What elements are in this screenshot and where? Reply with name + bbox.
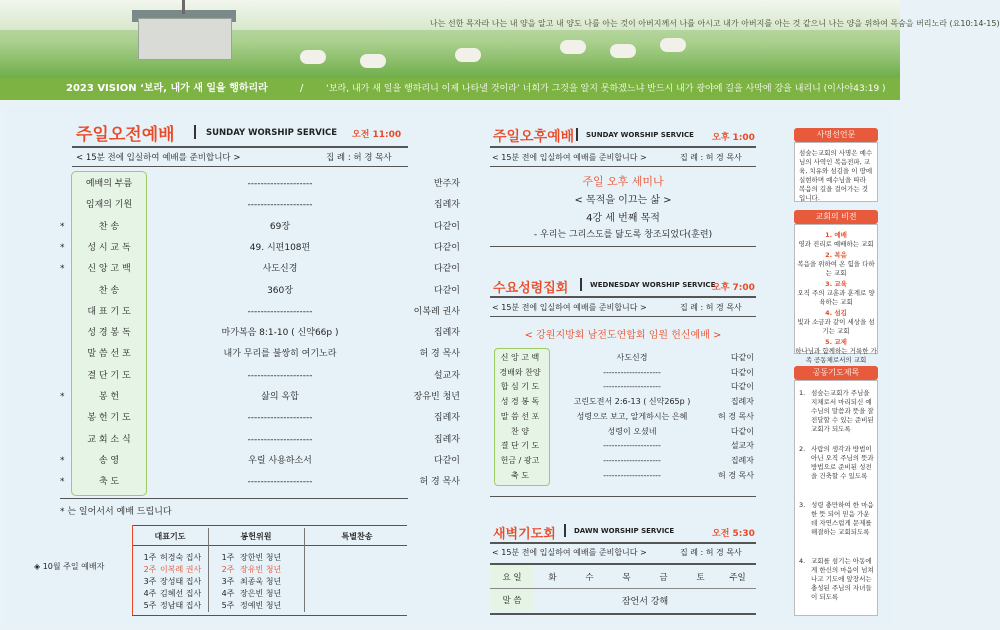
wed-time: 오후 7:00 [712, 283, 755, 293]
pm-notice: < 15분 전에 입실하여 예배를 준비합니다 > [492, 153, 647, 162]
wed-order-row [494, 409, 756, 424]
standing-mark: * [60, 242, 65, 253]
offering-cell: 최종욱 청년 [240, 577, 282, 586]
am-order-content: -------------------- [247, 370, 313, 381]
dawn-notice: < 15분 전에 입실하여 예배를 준비합니다 > [492, 548, 647, 557]
wed-order-content: -------------------- [603, 382, 661, 392]
dawn-time: 오전 5:30 [712, 529, 755, 539]
vision-head: 3. 교육 [825, 280, 847, 288]
wed-order-item: 말 씀 선 포 [500, 411, 540, 421]
title-separator [576, 128, 578, 141]
sheep-icon [610, 44, 636, 58]
wed-order-person: 허 경 목사 [718, 411, 754, 421]
standing-mark: * [60, 221, 65, 232]
vision-body: 하나님과 함께하는 거룩한 가족 공동체로서의 교회 [795, 347, 877, 364]
am-order-item: 신 앙 고 백 [87, 264, 131, 275]
wed-order-row [494, 453, 756, 468]
wed-order-content: 사도신경 [616, 353, 648, 362]
cross-icon [182, 0, 185, 14]
vision-body: 복음을 위하여 온 힘을 다하는 교회 [797, 260, 875, 277]
vision-head: 1. 예배 [825, 231, 847, 239]
wed-special: < 강원지방회 남전도연합회 임원 헌신예배 > [524, 330, 722, 341]
divider [490, 496, 756, 497]
am-time: 오전 11:00 [352, 130, 402, 140]
prayer-number: 2. [799, 445, 806, 453]
am-order-content: 우릴 사용하소서 [248, 455, 312, 466]
vision-head: 2. 복음 [825, 251, 847, 259]
divider [60, 498, 408, 499]
standing-mark: * [60, 392, 65, 402]
prayer-title: 공동기도제목 [794, 366, 878, 380]
pm-leader: 집 례 : 허 경 목사 [680, 153, 742, 162]
dawn-leader: 집 례 : 허 경 목사 [680, 548, 742, 557]
am-order-person: 다같이 [433, 242, 460, 253]
divider [490, 316, 756, 317]
vision-title: 2023 VISION ‘보라, 내가 새 일을 행하리라 [66, 83, 268, 94]
am-order-person: 허 경 목사 [419, 477, 460, 488]
prayer-box [794, 380, 878, 616]
pm-title: 주일오후예배 [493, 129, 575, 145]
title-separator [564, 524, 566, 537]
am-order-person: 다같이 [433, 221, 460, 232]
am-order-item: 결 단 기 도 [87, 370, 131, 381]
prayer-cell: 1주 [143, 553, 157, 562]
dawn-day: 화 [548, 573, 557, 583]
sheep-icon [300, 50, 326, 64]
am-order-person: 집례자 [433, 200, 460, 211]
am-order-item: 찬 송 [98, 285, 120, 296]
divider [132, 545, 407, 546]
prayer-cell: 정남태 집사 [160, 601, 202, 610]
am-order-content: -------------------- [247, 434, 313, 445]
vision-box [794, 224, 878, 364]
prayer-names [160, 552, 210, 612]
wed-order-content: -------------------- [603, 470, 661, 480]
standing-mark: * [60, 264, 65, 275]
dawn-table [490, 563, 756, 615]
offering-cell: 3주 [221, 577, 235, 586]
wed-order-row [494, 394, 756, 409]
wed-order-person: 다같이 [730, 382, 754, 392]
divider [490, 146, 756, 148]
am-order-content: 360장 [267, 285, 293, 296]
wed-order-person: 집례자 [730, 397, 754, 407]
am-order-content: -------------------- [247, 179, 313, 189]
servants-label: ◈ 10월 주일 예배자 [34, 562, 105, 571]
prayer-cell: 허경숙 집사 [160, 553, 202, 562]
prayer-cell: 5주 [143, 601, 157, 610]
am-order-person: 집례자 [433, 413, 460, 424]
dawn-day: 금 [659, 573, 668, 583]
pm-lesson: 4강 세 번째 목적 [586, 213, 660, 224]
am-order-person: 다같이 [433, 285, 460, 296]
vision-verse: ‘보라, 내가 새 일을 행하리니 이제 나타낼 것이라’ 너희가 그것을 알지 못하겠느냐 반드시 내가 광야에 길을 사막에 강을 내리니 (이사야43:19 ) [326, 84, 886, 94]
prayer-text: 교회를 섬기는 아동에게 한신의 마음이 넘쳐나고 기도에 앞장서는 충성된 주님의 자녀들이 되도록 [811, 557, 874, 601]
prayer-cell: 김혜선 집사 [160, 589, 202, 598]
am-order-person: 다같이 [433, 455, 460, 466]
am-order-person: 이복례 권사 [413, 306, 460, 317]
wed-order-content: 성령으로 보고, 알게하시는 은혜 [576, 411, 688, 421]
prayer-number: 3. [799, 501, 806, 509]
offering-cell: 장은빈 청년 [240, 589, 282, 598]
pm-seminar-sub: < 목적을 이끄는 삶 > [574, 195, 672, 206]
wed-order-item: 결 단 기 도 [500, 441, 540, 451]
vision-head: 5. 교제 [825, 338, 847, 346]
prayer-cell: 3주 [143, 577, 157, 586]
am-order-person: 집례자 [433, 434, 460, 445]
title-separator [580, 278, 582, 291]
offering-cell: 2주 [221, 565, 235, 574]
prayer-text: 사람의 생각과 방법이 아닌 오직 주님의 뜻과 방법으로 준비된 성전을 건축할 수 있도록 [811, 445, 874, 480]
prayer-cell: 2주 [143, 565, 157, 574]
am-order-item: 봉 헌 [98, 392, 120, 402]
am-order-item: 축 도 [98, 477, 120, 488]
am-order-item: 임재의 기원 [85, 200, 133, 211]
wed-order-item: 헌금 / 광고 [500, 455, 540, 465]
divider [490, 246, 756, 247]
prayer-cell: 장성태 집사 [160, 577, 202, 586]
am-order-person: 설교자 [433, 370, 460, 381]
prayer-number: 1. [799, 389, 806, 397]
vision-bar [0, 78, 900, 100]
am-order-item: 대 표 기 도 [87, 306, 131, 317]
offering-cell: 1주 [221, 553, 235, 562]
prayer-number: 4. [799, 557, 806, 565]
sheep-icon [455, 48, 481, 62]
wed-order-content: -------------------- [603, 441, 661, 451]
divider [132, 615, 407, 616]
wed-order-content: -------------------- [603, 455, 661, 465]
am-order-content: 내가 무리를 불쌍히 여기노라 [223, 349, 337, 360]
table-border [132, 525, 133, 615]
pm-subtitle: SUNDAY WORSHIP SERVICE [586, 131, 694, 139]
pm-seminar: 주일 오후 세미나 [582, 175, 664, 188]
wed-order-item: 합 심 기 도 [500, 382, 540, 392]
table-border [304, 528, 305, 612]
wed-title: 수요성령집회 [493, 281, 569, 296]
am-order-content: 49. 시편108편 [249, 242, 311, 253]
wed-order-row [494, 424, 756, 439]
am-order-content: -------------------- [247, 306, 313, 317]
am-order-item: 말 씀 선 포 [87, 349, 131, 360]
dawn-day: 수 [585, 573, 594, 583]
wed-order-item: 찬 양 [511, 426, 529, 436]
servants-header: 특별찬송 [341, 532, 373, 541]
offering-names [240, 552, 302, 612]
wed-order-person: 다같이 [730, 367, 754, 377]
dawn-row-divider [490, 588, 756, 589]
wed-order-content: 성령이 오셨네 [607, 426, 657, 436]
am-order-item: 성 경 봉 독 [87, 328, 131, 339]
dawn-day: 목 [622, 573, 631, 583]
offering-cell: 5주 [221, 601, 235, 610]
prayer-text: 성령 충만하여 한 마음 한 뜻 되어 믿음 가운데 자연스럽게 문제를 해결하는 교회되도록 [811, 501, 874, 536]
servants-header: 봉헌위원 [240, 532, 272, 541]
wed-order-item: 경배와 찬양 [499, 367, 541, 377]
mission-text: 섬숲는교회의 사명은 예수님의 사역인 복음전파, 교육, 치유와 섬김을 이 땅에 실현하며 예수님을 따라 복음의 길을 걸어가는 것입니다. [799, 149, 873, 202]
am-order-item: 봉 헌 기 도 [87, 413, 131, 424]
am-order-item: 교 회 소 식 [87, 434, 131, 445]
wed-order-person: 설교자 [730, 441, 754, 451]
am-order-content: 삶의 옥합 [261, 392, 299, 402]
am-leader: 집 례 : 허 경 목사 [326, 153, 392, 163]
am-order-person: 허 경 목사 [419, 349, 460, 360]
am-order-content: -------------------- [247, 413, 313, 424]
am-order-item: 예배의 부름 [85, 179, 133, 189]
wed-order-person: 허 경 목사 [718, 470, 754, 480]
am-order-person: 집례자 [433, 328, 460, 339]
servants-header: 대표기도 [154, 532, 186, 541]
prayer-cell: 이복례 권사 [160, 565, 202, 574]
wed-order-item: 신 앙 고 백 [500, 353, 540, 362]
divider [132, 525, 407, 526]
mission-title: 사명선언문 [794, 128, 878, 142]
offering-cell: 장한빈 청년 [240, 553, 282, 562]
vision-head: 4. 섬김 [825, 309, 847, 317]
vision-separator: / [300, 83, 304, 94]
prayer-weeks [140, 552, 160, 612]
church-building [138, 18, 232, 60]
vision-title: 교회의 비전 [794, 210, 878, 224]
am-notice: < 15분 전에 입실하여 예배를 준비합니다 > [76, 153, 241, 163]
offering-cell: 4주 [221, 589, 235, 598]
wed-order-person: 다같이 [730, 426, 754, 436]
offering-cell: 장유빈 청년 [240, 565, 282, 574]
standing-mark: * [60, 455, 65, 466]
am-subtitle: SUNDAY WORSHIP SERVICE [206, 128, 338, 138]
divider [490, 296, 756, 298]
wed-subtitle: WEDNESDAY WORSHIP SERVICE [590, 281, 716, 289]
wed-order-content: -------------------- [603, 367, 661, 377]
am-order-content: 69장 [269, 221, 291, 232]
pm-lesson-sub: - 우리는 그리스도를 닮도록 창조되었다(훈련) [533, 230, 713, 240]
am-order-person: 장유빈 청년 [413, 392, 460, 402]
dawn-word-label: 말 씀 [502, 596, 522, 606]
am-order-item: 성 시 교 독 [87, 242, 131, 253]
wed-order-item: 성 경 봉 독 [500, 397, 540, 407]
divider [490, 542, 756, 544]
dawn-day: 토 [696, 573, 705, 583]
wed-leader: 집 례 : 허 경 목사 [680, 303, 742, 312]
wed-order-row [494, 468, 756, 483]
vision-body: 영과 진리로 예배하는 교회 [798, 240, 874, 248]
header-verse: 나는 선한 목자라 나는 내 양을 알고 내 양도 나를 아는 것이 아버지께서 나를 아시고 내가 아버지를 아는 것 같으니 나는 양을 위하여 목숨을 버리노라 (요10:14-15) [430, 19, 1000, 28]
am-order-item: 찬 송 [98, 221, 120, 232]
wed-order-content: 고린도전서 2:6-13 ( 신약265p ) [573, 397, 691, 407]
header-photo [0, 0, 1000, 78]
am-title: 주일오전예배 [76, 125, 175, 145]
wed-order-item: 축 도 [511, 470, 529, 480]
divider [490, 166, 756, 167]
wed-order-row [494, 379, 756, 394]
dawn-subtitle: DAWN WORSHIP SERVICE [574, 527, 675, 535]
sheep-icon [660, 38, 686, 52]
title-separator [194, 125, 196, 139]
dawn-day-label: 요 일 [502, 573, 522, 583]
mission-box [794, 142, 878, 202]
wed-order-row [494, 350, 756, 365]
dawn-day: 주일 [729, 573, 746, 583]
am-order-person: 반주자 [433, 179, 460, 189]
am-order-row [60, 470, 460, 494]
am-order-item: 송 영 [98, 455, 120, 466]
divider [72, 166, 408, 167]
standing-mark: * [60, 477, 65, 488]
prayer-text: 섬숲는교회가 주님을 지체로서 마리되신 예수님의 말씀과 뜻을 잘 전달할 수 있는 준비된 교회가 되도록 [811, 389, 874, 433]
vision-body: 빛과 소금과 같이 세상을 섬기는 교회 [797, 318, 875, 335]
vision-body: 오직 주의 교훈과 훈계로 양육하는 교회 [797, 289, 875, 306]
wed-order-row [494, 365, 756, 380]
am-order-content: -------------------- [247, 477, 313, 488]
am-order-content: 사도신경 [262, 264, 298, 275]
am-order-content: 마가복음 8:1-10 ( 신약66p ) [221, 328, 339, 339]
wed-order-row [494, 438, 756, 453]
am-order-person: 다같이 [433, 264, 460, 275]
wed-order-person: 다같이 [730, 353, 754, 362]
wed-order-person: 집례자 [730, 455, 754, 465]
am-order-content: -------------------- [247, 200, 313, 211]
offering-cell: 정예빈 청년 [240, 601, 282, 610]
offering-weeks [218, 552, 238, 612]
sheep-icon [360, 54, 386, 68]
divider [72, 146, 408, 148]
pm-time: 오후 1:00 [712, 133, 755, 143]
wed-notice: < 15분 전에 입실하여 예배를 준비합니다 > [492, 303, 647, 312]
prayer-cell: 4주 [143, 589, 157, 598]
sheep-icon [560, 40, 586, 54]
dawn-title: 새벽기도회 [493, 527, 556, 542]
dawn-word: 잠언서 강해 [621, 597, 669, 607]
am-footnote: * 는 일어서서 예배 드립니다 [60, 507, 172, 517]
